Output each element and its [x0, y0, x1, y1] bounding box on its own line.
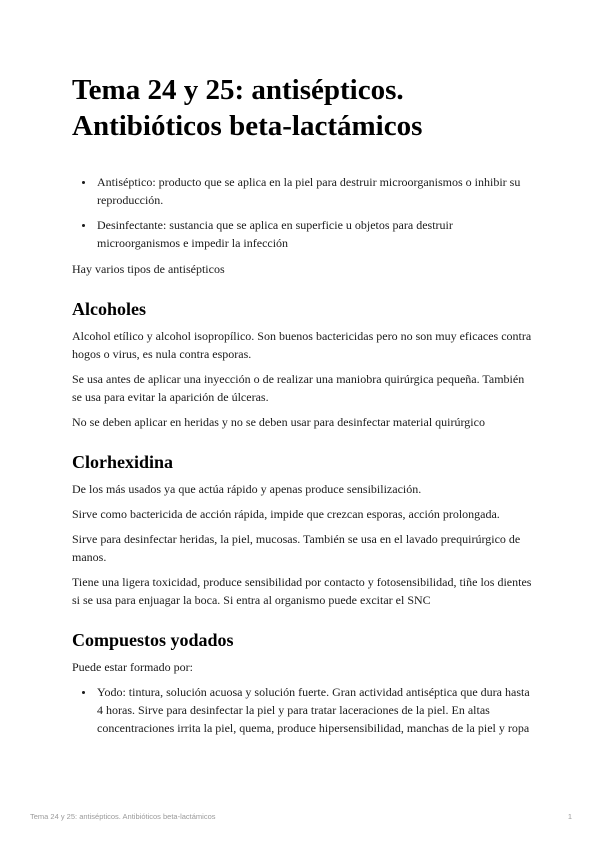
section-alcoholes [72, 298, 532, 431]
paragraph: Sirve para desinfectar heridas, la piel, mucosas. También se usa en el lavado prequirúrgico de manos. [72, 532, 521, 564]
page-footer [30, 812, 572, 821]
definitions-list [72, 173, 532, 252]
intro-text: Hay varios tipos de antisépticos [72, 262, 225, 276]
paragraph: Sirve como bactericida de acción rápida, impide que crezcan esporas, acción prolongada. [72, 507, 500, 521]
iodine-list [72, 683, 532, 737]
document-page [72, 72, 532, 745]
page-number: 1 [567, 812, 572, 821]
paragraph: Alcohol etílico y alcohol isopropílico. Son buenos bactericidas pero no son muy eficaces contra hogos o virus, es nula contra esporas. [72, 329, 532, 361]
list-item: • Yodo: tintura, solución acuosa y solución fuerte. Gran actividad antiséptica que dura hasta 4 horas. Sirve para desinfectar la piel y para tratar laceraciones de la piel. En altas concentraciones irrita la piel, quema, produce hipersensibilidad, manchas de la piel y ropa [95, 683, 532, 737]
section-heading: Clorhexidina [72, 452, 174, 472]
paragraph: Se usa antes de aplicar una inyección o de realizar una maniobra quirúrgica pequeña. También se usa para evitar la aparición de úlceras. [72, 372, 525, 404]
paragraph: Tiene una ligera toxicidad, produce sensibilidad por contacto y fotosensibilidad, tiñe los dientes si se usa para enjuagar la boca. Si entra al organismo puede excitar el SNC [72, 575, 532, 607]
list-item: • Antiséptico: producto que se aplica en la piel para destruir microorganismos o inhibir su reproducción. [95, 173, 532, 209]
section-heading: Alcoholes [72, 299, 146, 319]
paragraph: Puede estar formado por: [72, 660, 193, 674]
footer-title: Tema 24 y 25: antisépticos. Antibióticos beta-lactámicos [30, 812, 216, 821]
paragraph: No se deben aplicar en heridas y no se deben usar para desinfectar material quirúrgico [72, 415, 485, 429]
section-heading: Compuestos yodados [72, 630, 234, 650]
paragraph: De los más usados ya que actúa rápido y apenas produce sensibilización. [72, 482, 422, 496]
document-title: Tema 24 y 25: antisépticos. Antibióticos beta-lactámicos [72, 74, 423, 142]
list-item: • Desinfectante: sustancia que se aplica en superficie u objetos para destruir microorganismos e impedir la infección [95, 216, 532, 252]
section-compuestos-yodados [72, 629, 532, 737]
section-clorhexidina [72, 451, 532, 609]
